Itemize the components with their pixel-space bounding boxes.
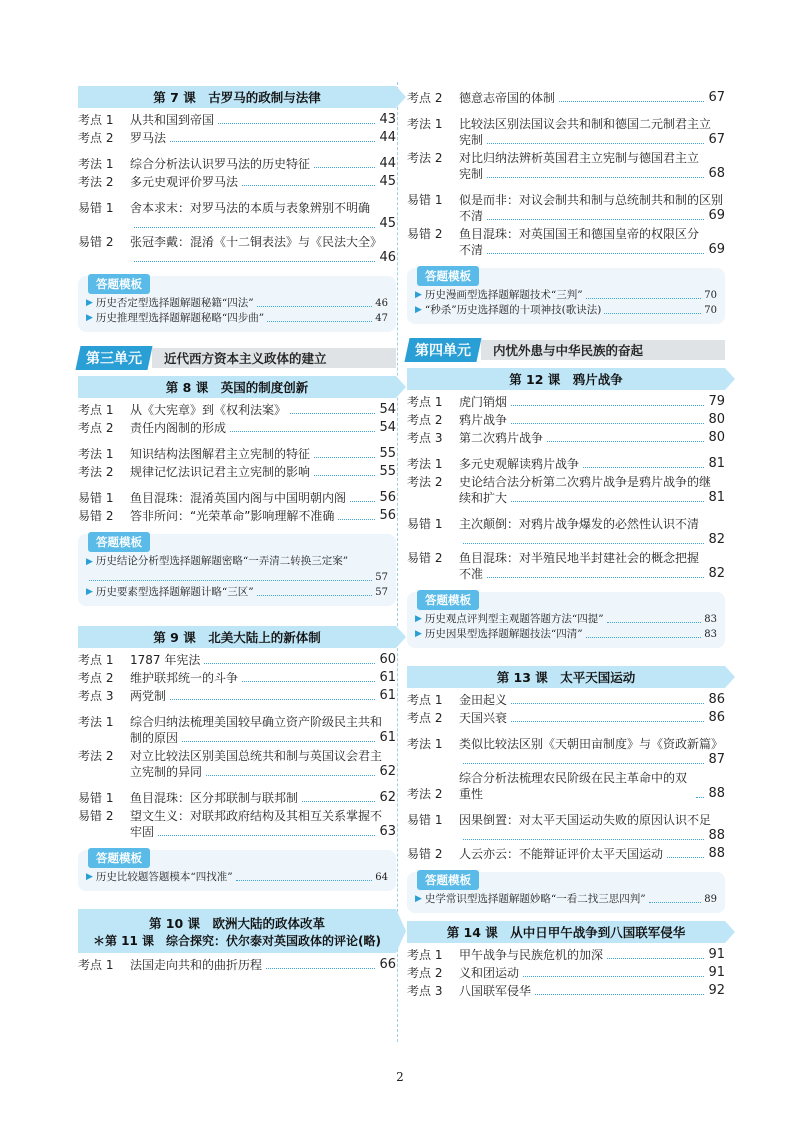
lesson-9-title: 第 9 课 北美大陆上的新体制 (78, 626, 396, 648)
answer-template-box (407, 872, 725, 913)
toc-entry[interactable]: 考法 2 对立比较法区别美国总统共和制与英国议会君主 立宪制的异同 62 (78, 749, 396, 779)
toc-entry[interactable]: 考点 2 鸦片战争 80 (407, 412, 725, 427)
toc-entry[interactable]: 考点 2 德意志帝国的体制 67 (407, 90, 725, 105)
toc-entry[interactable]: 考法 1 多元史观解读鸦片战争 81 (407, 456, 725, 471)
triangle-right-icon: ▶ (86, 313, 93, 323)
toc-entry[interactable]: 考点 1 从《大宪章》到《权利法案》 54 (78, 402, 396, 417)
lesson-8-entries (78, 402, 396, 524)
toc-entry[interactable]: 考点 3 第二次鸦片战争 80 (407, 430, 725, 445)
unit-4-header (407, 338, 725, 362)
unit-3-badge: 第三单元 (75, 346, 152, 370)
toc-entry[interactable]: 考点 2 义和团运动 91 (407, 965, 725, 980)
toc-entry[interactable]: 考法 2 对比归纳法辨析英国君主立宪制与德国君主立 宪制 68 (407, 151, 725, 181)
template-item[interactable]: ▶ 历史漫画型选择题解题技术“三判” 70 (415, 289, 717, 301)
template-item[interactable]: ▶ 历史推理型选择题解题秘略“四步曲” 47 (86, 312, 388, 324)
lesson-13-title: 第 13 课 太平天国运动 (407, 666, 725, 688)
template-item[interactable]: ▶ 历史要素型选择题解题计略“三区” 57 (86, 586, 388, 598)
lesson-14-title: 第 14 课 从中日甲午战争到八国联军侵华 (407, 921, 725, 943)
lesson-9-entries (78, 652, 396, 840)
triangle-right-icon: ▶ (86, 557, 93, 567)
triangle-right-icon: ▶ (86, 872, 93, 882)
toc-entry[interactable]: 易错 1 因果倒置：对太平天国运动失败的原因认识不足 88 (407, 813, 725, 843)
answer-template-box (78, 850, 396, 891)
answer-template-badge: 答题模板 (417, 870, 479, 890)
toc-entry[interactable]: 考法 1 综合归纳法梳理美国较早确立资产阶级民主共和 制的原因 61 (78, 715, 396, 745)
lesson-7-entries (78, 112, 396, 266)
triangle-right-icon: ▶ (86, 587, 93, 597)
toc-entry[interactable]: 易错 1 主次颠倒：对鸦片战争爆发的必然性认识不清 82 (407, 517, 725, 547)
template-item[interactable]: ▶ 史学常识型选择题解题妙略“一看二找三思四判” 89 (415, 893, 717, 905)
toc-entry[interactable]: 易错 2 鱼目混珠：对半殖民地半封建社会的概念把握 不准 82 (407, 551, 725, 581)
toc-entry[interactable]: 考点 1 虎门销烟 79 (407, 394, 725, 409)
toc-entry[interactable]: 考法 2 规律记忆法识记君主立宪制的影响 55 (78, 464, 396, 479)
triangle-right-icon: ▶ (415, 629, 422, 639)
answer-template-badge: 答题模板 (88, 532, 150, 552)
answer-template-box (78, 276, 396, 332)
triangle-right-icon: ▶ (415, 290, 422, 300)
toc-entry[interactable]: 易错 1 鱼目混珠：混淆英国内阁与中国明朝内阁 56 (78, 490, 396, 505)
unit-3-header (78, 346, 396, 370)
toc-entry[interactable]: 易错 1 舍本求末：对罗马法的本质与表象辨别不明确 45 (78, 201, 396, 231)
answer-template-badge: 答题模板 (88, 274, 150, 294)
toc-entry[interactable]: 考点 1 法国走向共和的曲折历程 66 (78, 957, 396, 972)
answer-template-badge: 答题模板 (417, 266, 479, 286)
answer-template-badge: 答题模板 (88, 848, 150, 868)
triangle-right-icon: ▶ (415, 305, 422, 315)
unit-4-badge: 第四单元 (404, 338, 481, 362)
toc-entry[interactable]: 易错 1 似是而非：对议会制共和制与总统制共和制的区别 不清 69 (407, 193, 725, 223)
answer-template-badge: 答题模板 (417, 590, 479, 610)
toc-entry[interactable]: 考法 1 知识结构法图解君主立宪制的特征 55 (78, 446, 396, 461)
template-item[interactable]: ▶ 历史比较题答题模本“四找准” 64 (86, 871, 388, 883)
unit-3-title: 近代西方资本主义政体的建立 (152, 348, 396, 368)
answer-template-box (407, 592, 725, 648)
triangle-right-icon: ▶ (415, 614, 422, 624)
toc-entry[interactable]: 易错 2 鱼目混珠：对英国国王和德国皇帝的权限区分 不清 69 (407, 227, 725, 257)
toc-entry[interactable]: 考法 1 综合分析法认识罗马法的历史特征 44 (78, 156, 396, 171)
lesson-7-title: 第 7 课 古罗马的政制与法律 (78, 86, 396, 108)
template-item[interactable]: ▶ 历史否定型选择题解题秘籍“四法” 46 (86, 297, 388, 309)
template-item[interactable]: ▶ 历史结论分析型选择题解题密略“一弄清二转换三定案” 57 (86, 555, 388, 583)
toc-entry[interactable]: 考点 2 维护联邦统一的斗争 61 (78, 670, 396, 685)
lesson-10-11-title (78, 909, 396, 953)
toc-entry[interactable]: 考点 3 两党制 61 (78, 688, 396, 703)
lesson-11-title: ＊第 11 课 综合探究：伏尔泰对英国政体的评论(略) (92, 933, 382, 948)
template-item[interactable]: ▶ 历史观点评判型主观题答题方法“四提” 83 (415, 613, 717, 625)
toc-entry[interactable]: 易错 2 望文生义：对联邦政府结构及其相互关系掌握不 牢固 63 (78, 809, 396, 839)
right-column (407, 88, 725, 999)
toc-entry[interactable]: 易错 2 张冠李戴：混淆《十二铜表法》与《民法大全》 46 (78, 235, 396, 265)
toc-entry[interactable]: 易错 2 人云亦云：不能辩证评价太平天国运动 88 (407, 846, 725, 861)
toc-entry[interactable]: 考点 3 八国联军侵华 92 (407, 983, 725, 998)
page-number: 2 (396, 1070, 404, 1084)
toc-entry[interactable]: 考点 2 责任内阁制的形成 54 (78, 420, 396, 435)
unit-4-title: 内忧外患与中华民族的奋起 (481, 340, 725, 360)
lesson-10-title: 第 10 课 欧洲大陆的政体改革 (148, 915, 326, 931)
toc-entry[interactable]: 考点 1 甲午战争与民族危机的加深 91 (407, 947, 725, 962)
answer-template-box (407, 268, 725, 324)
lesson-12-title: 第 12 课 鸦片战争 (407, 368, 725, 390)
toc-entry[interactable]: 考点 1 1787 年宪法 60 (78, 652, 396, 667)
toc-entry[interactable]: 易错 1 鱼目混珠：区分邦联制与联邦制 62 (78, 790, 396, 805)
answer-template-box (78, 534, 396, 606)
triangle-right-icon: ▶ (415, 894, 422, 904)
left-column (78, 86, 396, 973)
template-item[interactable]: ▶ 历史因果型选择题解题技法“四清” 83 (415, 628, 717, 640)
toc-entry[interactable]: 考法 1 比较法区别法国议会共和制和德国二元制君主立 宪制 67 (407, 117, 725, 147)
toc-entry[interactable]: 易错 2 答非所问：“光荣革命”影响理解不准确 56 (78, 508, 396, 523)
toc-entry[interactable]: 考点 1 金田起义 86 (407, 692, 725, 707)
toc-entry[interactable]: 考点 1 从共和国到帝国 43 (78, 112, 396, 127)
lesson-8-title: 第 8 课 英国的制度创新 (78, 376, 396, 398)
toc-entry[interactable]: 考法 2 史论结合法分析第二次鸦片战争是鸦片战争的继 续和扩大 81 (407, 475, 725, 505)
toc-entry[interactable]: 考点 2 罗马法 44 (78, 130, 396, 145)
toc-entry[interactable]: 考点 2 天国兴衰 86 (407, 710, 725, 725)
template-item[interactable]: ▶ “秒杀”历史选择题的十项神技(歌诀法) 70 (415, 304, 717, 316)
column-divider (397, 82, 398, 1042)
toc-entry[interactable]: 考法 2 综合分析法梳理农民阶级在民主革命中的双重性 88 (407, 771, 725, 801)
toc-entry[interactable]: 考法 2 多元史观评价罗马法 45 (78, 174, 396, 189)
toc-entry[interactable]: 考法 1 类似比较法区别《天朝田亩制度》与《资政新篇》 87 (407, 737, 725, 767)
triangle-right-icon: ▶ (86, 298, 93, 308)
